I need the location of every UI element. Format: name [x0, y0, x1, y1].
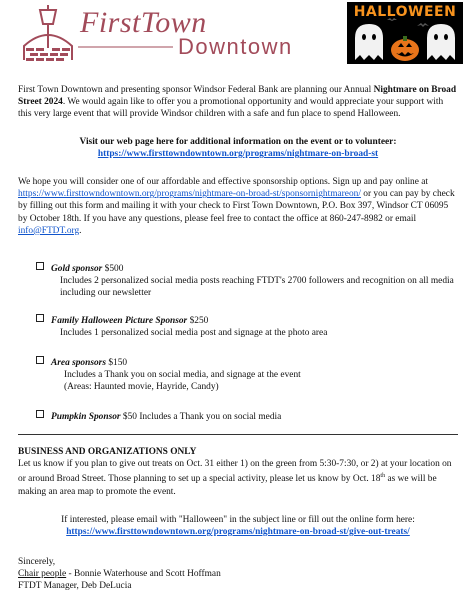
- business-section: [18, 446, 458, 498]
- sponsor-description: Includes 1 personalized social media post and signage at the photo area: [60, 328, 328, 339]
- event-name: Nightmare on Broad Street 2024: [18, 85, 457, 108]
- interest-section: [18, 514, 458, 538]
- sponsorship-text-2: or you can pay by check by filling out this form and mailing it with your check to First Town Downtown, P.O. Box 397, Windsor CT 06095 by October 18th. If you have any questions, please feel free to contact the office at 860-247-8982 or email: [18, 189, 455, 224]
- give-out-treats-link[interactable]: https://www.firsttowndowntown.org/programs/nightmare-on-broad-st/give-out-treats/: [66, 527, 410, 538]
- sponsor-price: $150: [108, 358, 128, 368]
- sponsor-option-area: [36, 356, 456, 394]
- chair-names: - Bonnie Waterhouse and Scott Hoffman: [66, 569, 221, 580]
- sponsor-areas: (Areas: Haunted movie, Hayride, Candy): [64, 382, 219, 393]
- halloween-image: [347, 2, 463, 64]
- sponsor-name: Family Halloween Picture Sponsor: [51, 316, 188, 326]
- halloween-title: HALLOWEEN: [353, 4, 457, 20]
- interest-text: If interested, please email with "Halloween" in the subject line or fill out the online form here:: [61, 515, 415, 525]
- sponsorship-paragraph: [18, 176, 458, 237]
- sponsorship-text-1: We hope you will consider one of our affordable and effective sponsorship options. Sign up and pay online at: [18, 177, 429, 187]
- sponsor-price: $50: [122, 412, 137, 422]
- sponsor-description: Includes a Thank you on social media: [139, 412, 282, 422]
- business-text: [18, 458, 458, 498]
- business-text-b: as we will be making an area map to promote the event.: [18, 474, 437, 497]
- visit-section: [18, 136, 458, 160]
- visit-heading: Visit our web page here for additional information on the event or to volunteer:: [79, 137, 397, 147]
- brand-downtown: Downtown: [178, 34, 293, 59]
- business-heading: BUSINESS AND ORGANIZATIONS ONLY: [18, 447, 197, 457]
- sponsor-price: $250: [189, 316, 209, 326]
- intro-text-end: . We would again like to offer you a promotional opportunity and would appreciate your support with this very large event that will provide Windsor children with a safe and fun place to spend Halloween.: [18, 97, 444, 120]
- header: [0, 0, 475, 70]
- closing: [18, 556, 458, 593]
- business-text-a: Let us know if you plan to give out treats on Oct. 31 either 1) on the green from 5:30-7:30, or 2) at your location on or around Broad Street. Those planning to set up a special activity, please let us know by Oct. 18: [18, 459, 452, 485]
- sponsor-name: Gold sponsor: [51, 264, 103, 274]
- sponsor-option-family-picture: [36, 314, 456, 339]
- event-page-link[interactable]: https://www.firsttowndowntown.org/programs/nightmare-on-broad-st: [97, 149, 379, 160]
- sponsor-name: Area sponsors: [51, 358, 106, 368]
- sponsor-description: Includes 2 personalized social media posts reaching FTDT's 2700 followers and recognition on all media including our newsletter: [60, 276, 454, 299]
- sponsor-price: $500: [104, 264, 124, 274]
- sincerely: Sincerely,: [18, 557, 56, 567]
- sponsor-signup-link[interactable]: https://www.firsttowndowntown.org/programs/nightmare-on-broad-st/sponsornightmareon/: [18, 189, 361, 200]
- lamppost-icon: [18, 4, 78, 66]
- chair-line: [18, 568, 458, 580]
- sponsor-description: Includes a Thank you on social media, and signage at the event: [64, 370, 301, 381]
- ordinal-suffix: th: [380, 473, 386, 480]
- brand-first-town: FirstTown: [80, 6, 207, 39]
- sponsor-option-gold: [36, 262, 456, 300]
- sponsorship-text-3: .: [79, 225, 82, 236]
- gold-checkbox[interactable]: [36, 262, 44, 270]
- section-divider: [18, 434, 458, 435]
- intro-paragraph: [18, 84, 458, 121]
- email-link[interactable]: info@FTDT.org: [18, 225, 80, 236]
- first-town-downtown-logo: [18, 4, 308, 66]
- sponsor-name: Pumpkin Sponsor: [51, 412, 121, 422]
- chair-label: Chair people: [18, 569, 67, 580]
- pumpkin-checkbox[interactable]: [36, 410, 44, 418]
- area-checkbox[interactable]: [36, 356, 44, 364]
- ghosts-pumpkin-icon: [347, 2, 463, 64]
- manager-line: FTDT Manager, Deb DeLucia: [18, 581, 132, 592]
- intro-text-start: First Town Downtown and presenting sponsor Windsor Federal Bank are planning our Annual: [18, 85, 374, 95]
- sponsor-option-pumpkin: [36, 410, 456, 423]
- family-picture-checkbox[interactable]: [36, 314, 44, 322]
